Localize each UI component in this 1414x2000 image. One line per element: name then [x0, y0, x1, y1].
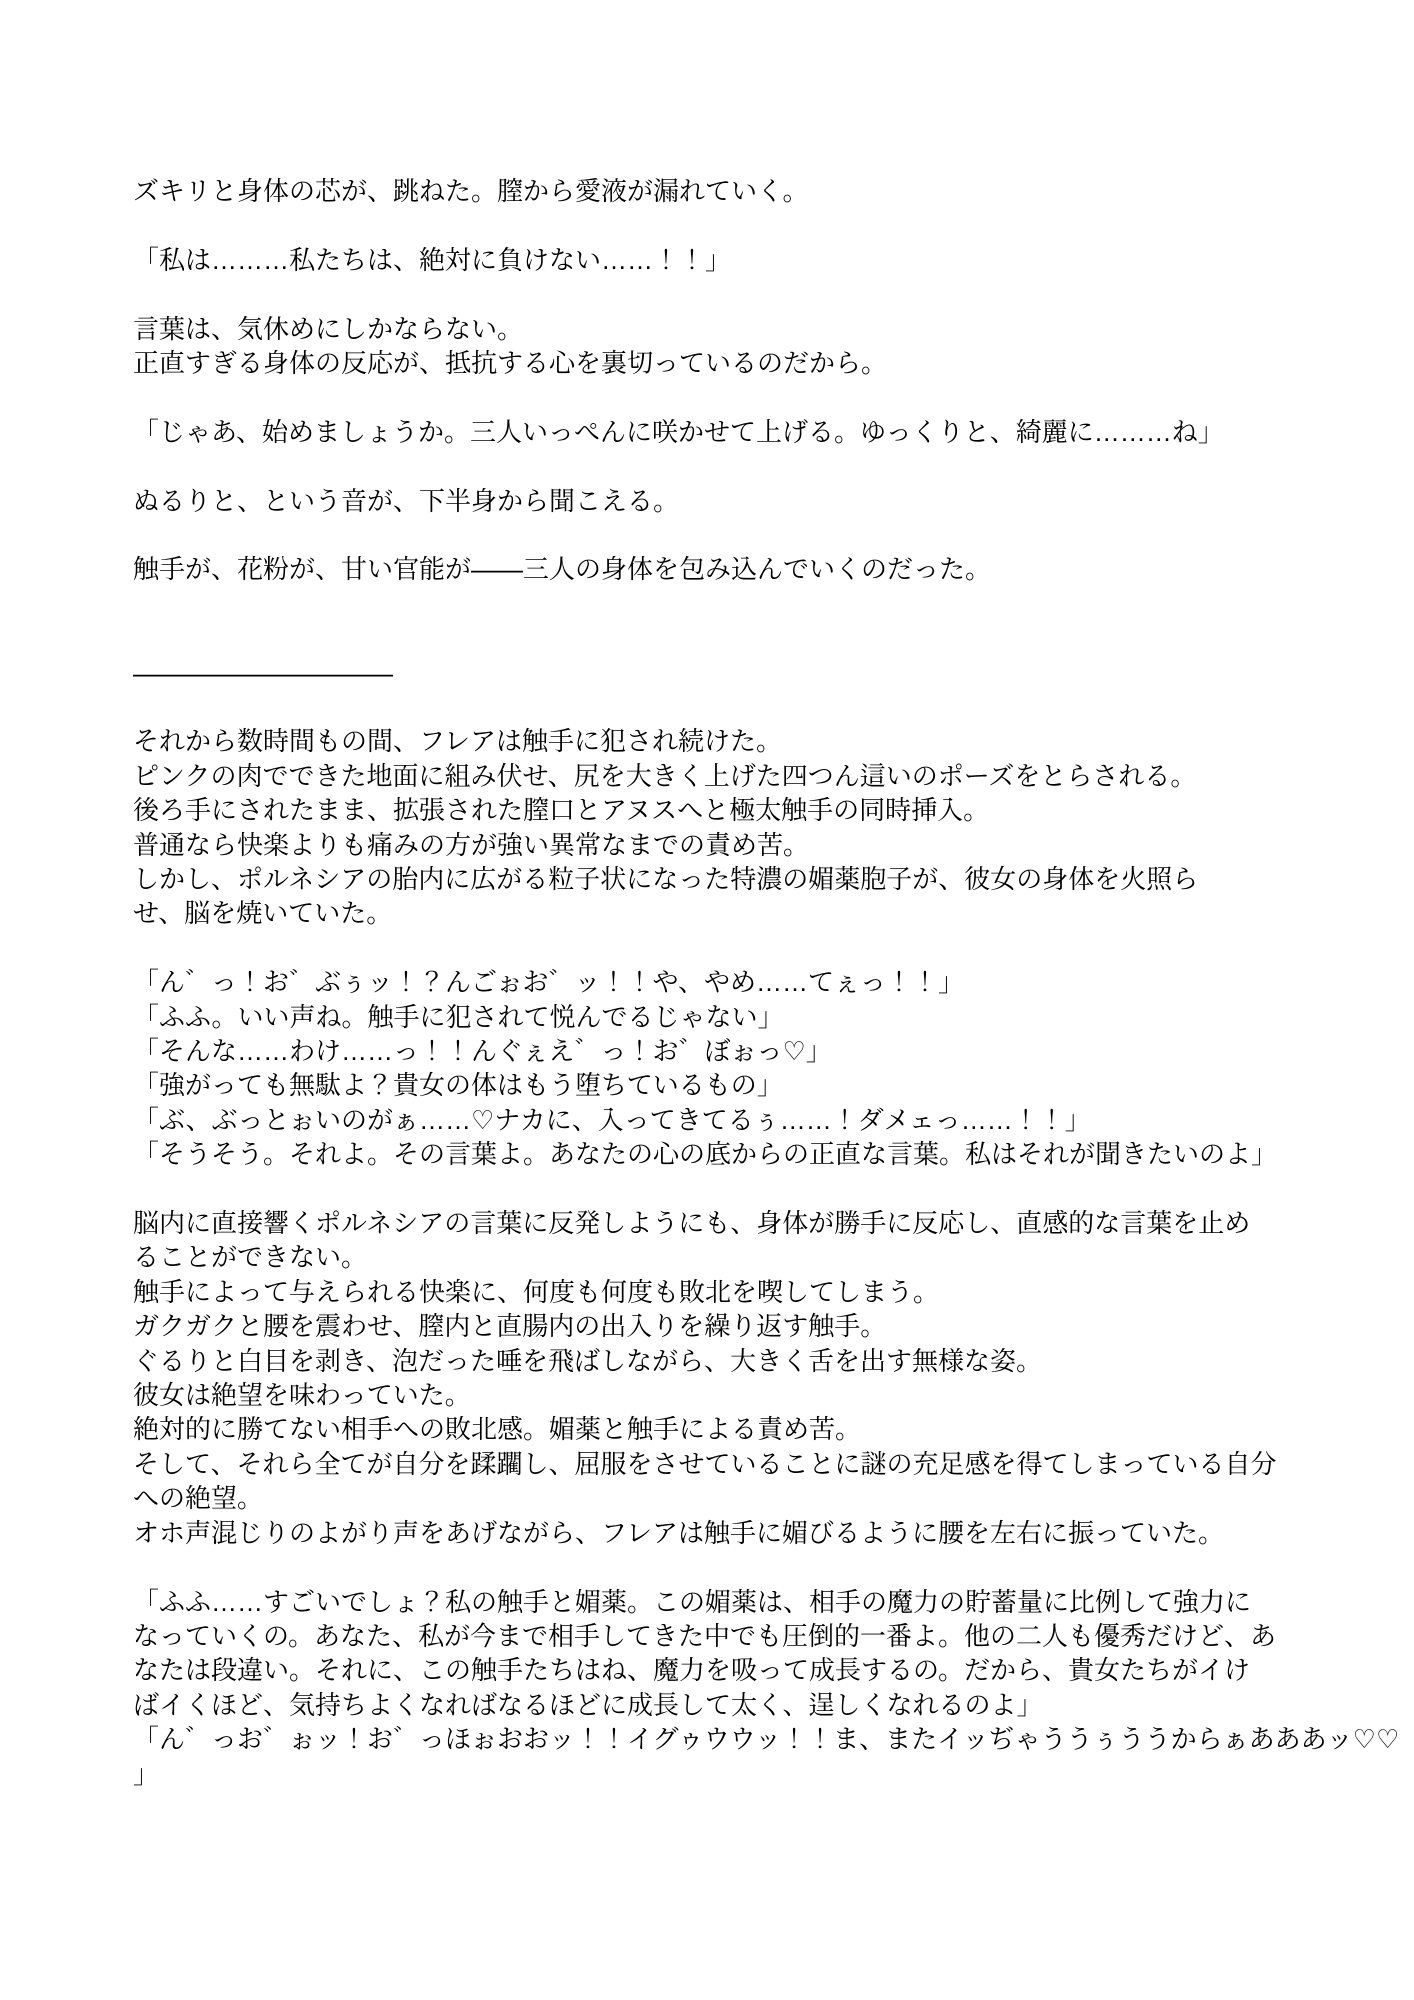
- paragraph: [133, 484, 1294, 518]
- text-line: 彼女は絶望を味わっていた。: [133, 1380, 471, 1411]
- paragraph: [133, 552, 1294, 586]
- text-line: 「強がっても無駄よ？貴女の体はもう堕ちているもの」: [133, 1070, 783, 1101]
- text-line: 」: [133, 1758, 160, 1789]
- text-line: 正直すぎる身体の反応が、抵抗する心を裏切っているのだから。: [133, 348, 888, 378]
- text-line: 「ふふ。いい声ね。触手に犯されて悦んでるじゃない」: [133, 1001, 784, 1032]
- text-line: なたは段違い。それに、この触手たちはね、魔力を吸って成長するの。だから、貴女たちがイけ: [133, 1655, 1250, 1686]
- text-line: ズキリと身体の芯が、跳ねた。膣から愛液が漏れていく。: [133, 176, 809, 206]
- paragraph: [133, 312, 1294, 381]
- text-line: 後ろ手にされたまま、拡張された膣口とアヌスへと極太触手の同時挿入。: [133, 795, 990, 826]
- text-line: 「ん゛っお゛ぉッ！お゛っほぉおおッ！！イグゥウウッ！！ま、またイッぢゃううぅううからぁあああッ♡♡: [133, 1724, 1400, 1755]
- text-line: せ、脳を焼いていた。: [133, 898, 393, 929]
- text-line: への絶望。: [133, 1483, 264, 1514]
- paragraph: [133, 174, 1294, 208]
- text-line: 触手によって与えられる快楽に、何度も何度も敗北を喫してしまう。: [133, 1276, 940, 1307]
- text-line: 普通なら快楽よりも痛みの方が強い異常なまでの責め苦。: [133, 829, 810, 860]
- text-line: 「私は………私たちは、絶対に負けない……！！」: [133, 244, 732, 275]
- paragraph: [133, 243, 1294, 277]
- text-line: 「じゃあ、始めましょうか。三人いっぺんに咲かせて上げる。ゆっくりと、綺麗に………ね」: [133, 416, 1224, 447]
- text-line: 「そんな……わけ……っ！！んぐぇえ゛っ！お゛ぼぉっ♡」: [133, 1036, 832, 1067]
- text-line: ることができない。: [133, 1242, 368, 1273]
- text-line: 絶対的に勝てない相手への敗北感。媚薬と触手による責め苦。: [133, 1414, 862, 1445]
- paragraph: [133, 724, 1294, 930]
- text-line: ガクガクと腰を震わせ、膣内と直腸内の出入りを繰り返す触手。: [133, 1311, 887, 1342]
- paragraph: [133, 415, 1294, 449]
- text-line: ばイくほど、気持ちよくなればなるほどに成長して太く、逞しくなれるのよ」: [133, 1689, 1043, 1720]
- text-line: 脳内に直接響くポルネシアの言葉に反発しようにも、身体が勝手に反応し、直感的な言葉を止め: [133, 1208, 1251, 1239]
- text-line: 触手が、花粉が、甘い官能が――三人の身体を包み込んでいくのだった。: [133, 554, 992, 585]
- dialogue-paragraph: [133, 1585, 1400, 1791]
- text-line: それから数時間もの間、フレアは触手に犯され続けた。: [133, 726, 782, 757]
- text-line: なっていくの。あなた、私が今まで相手してきた中でも圧倒的一番よ。他の二人も優秀だけど、あ: [133, 1620, 1276, 1651]
- paragraph: [133, 1206, 1294, 1550]
- text-line: ぐるりと白目を剥き、泡だった唾を飛ばしながら、大きく舌を出す無様な姿。: [133, 1345, 1042, 1376]
- divider-line: ――――――――――: [133, 657, 393, 688]
- text-line: 「ぶ、ぶっとぉいのがぁ……♡ナカに、入ってきてるぅ……！ダメェっ……！！」: [133, 1104, 1091, 1135]
- section-divider: [133, 656, 1294, 690]
- text-line: そして、それら全てが自分を蹂躙し、屈服をさせていることに謎の充足感を得てしまっている自分: [133, 1448, 1277, 1479]
- text-line: ピンクの肉でできた地面に組み伏せ、尻を大きく上げた四つん這いのポーズをとらされる。: [133, 760, 1197, 791]
- text-line: 「ん゛っ！お゛ぶぅッ！？んごぉお゛ッ！！や、やめ……てぇっ！！」: [133, 967, 964, 998]
- text-line: オホ声混じりのよがり声をあげながら、フレアは触手に媚びるように腰を左右に振っていた。: [133, 1517, 1224, 1548]
- text-line: 言葉は、気休めにしかならない。: [133, 313, 524, 344]
- text-line: ぬるりと、という音が、下半身から聞こえる。: [133, 485, 680, 516]
- dialogue-paragraph: [133, 965, 1294, 1171]
- text-line: 「そうそう。それよ。その言葉よ。あなたの心の底からの正直な言葉。私はそれが聞きたいのよ」: [133, 1139, 1278, 1170]
- text-line: しかし、ポルネシアの胎内に広がる粒子状になった特濃の媚薬胞子が、彼女の身体を火照ら: [133, 864, 1199, 895]
- text-line: 「ふふ……すごいでしょ？私の触手と媚薬。この媚薬は、相手の魔力の貯蓄量に比例して強力に: [133, 1586, 1252, 1617]
